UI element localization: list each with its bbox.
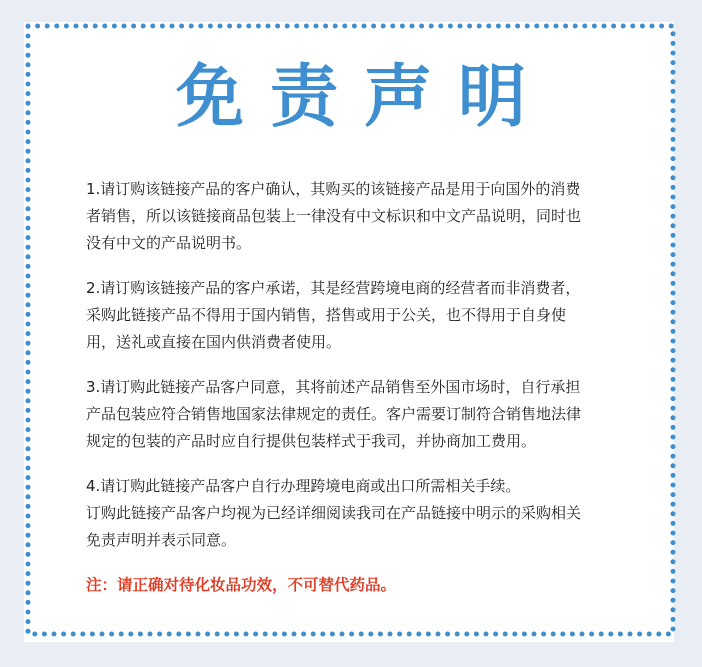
- clause-line: 用，送礼或直接在国内供消费者使用。: [86, 333, 342, 351]
- clause-line: 2.请订购该链接产品的客户承诺，其是经营跨境电商的经营者而非消费者，: [86, 279, 581, 297]
- clause-line: 订购此链接产品客户均视为已经详细阅读我司在产品链接中明示的采购相关: [86, 504, 582, 522]
- clause-3: [86, 374, 634, 455]
- clause-2: [86, 275, 634, 356]
- clause-line: 规定的包装的产品时应自行提供包装样式于我司，并协商加工费用。: [86, 432, 537, 450]
- clause-line: 4.请订购此链接产品客户自行办理跨境电商或出口所需相关手续。: [86, 477, 521, 495]
- clause-1: [86, 176, 634, 257]
- clause-line: 采购此链接产品不得用于国内销售，搭售或用于公关，也不得用于自身使: [86, 306, 567, 324]
- clause-line: 产品包装应符合销售地国家法律规定的责任。客户需要订制符合销售地法律: [86, 405, 582, 423]
- clause-line: 1.请订购该链接产品的客户确认，其购买的该链接产品是用于向国外的消费: [86, 180, 581, 198]
- clause-line: 3.请订购此链接产品客户同意，其将前述产品销售至外国市场时，自行承担: [86, 378, 581, 396]
- page-title: 免责声明: [175, 58, 552, 137]
- clause-line: 免责声明并表示同意。: [86, 531, 237, 549]
- clause-line: 没有中文的产品说明书。: [86, 234, 252, 252]
- clause-line: 者销售，所以该链接商品包装上一律没有中文标识和中文产品说明，同时也: [86, 207, 582, 225]
- clause-4: [86, 473, 634, 554]
- disclaimer-body: [86, 176, 634, 599]
- warning-note: 注：请正确对待化妆品功效，不可替代药品。: [86, 576, 397, 594]
